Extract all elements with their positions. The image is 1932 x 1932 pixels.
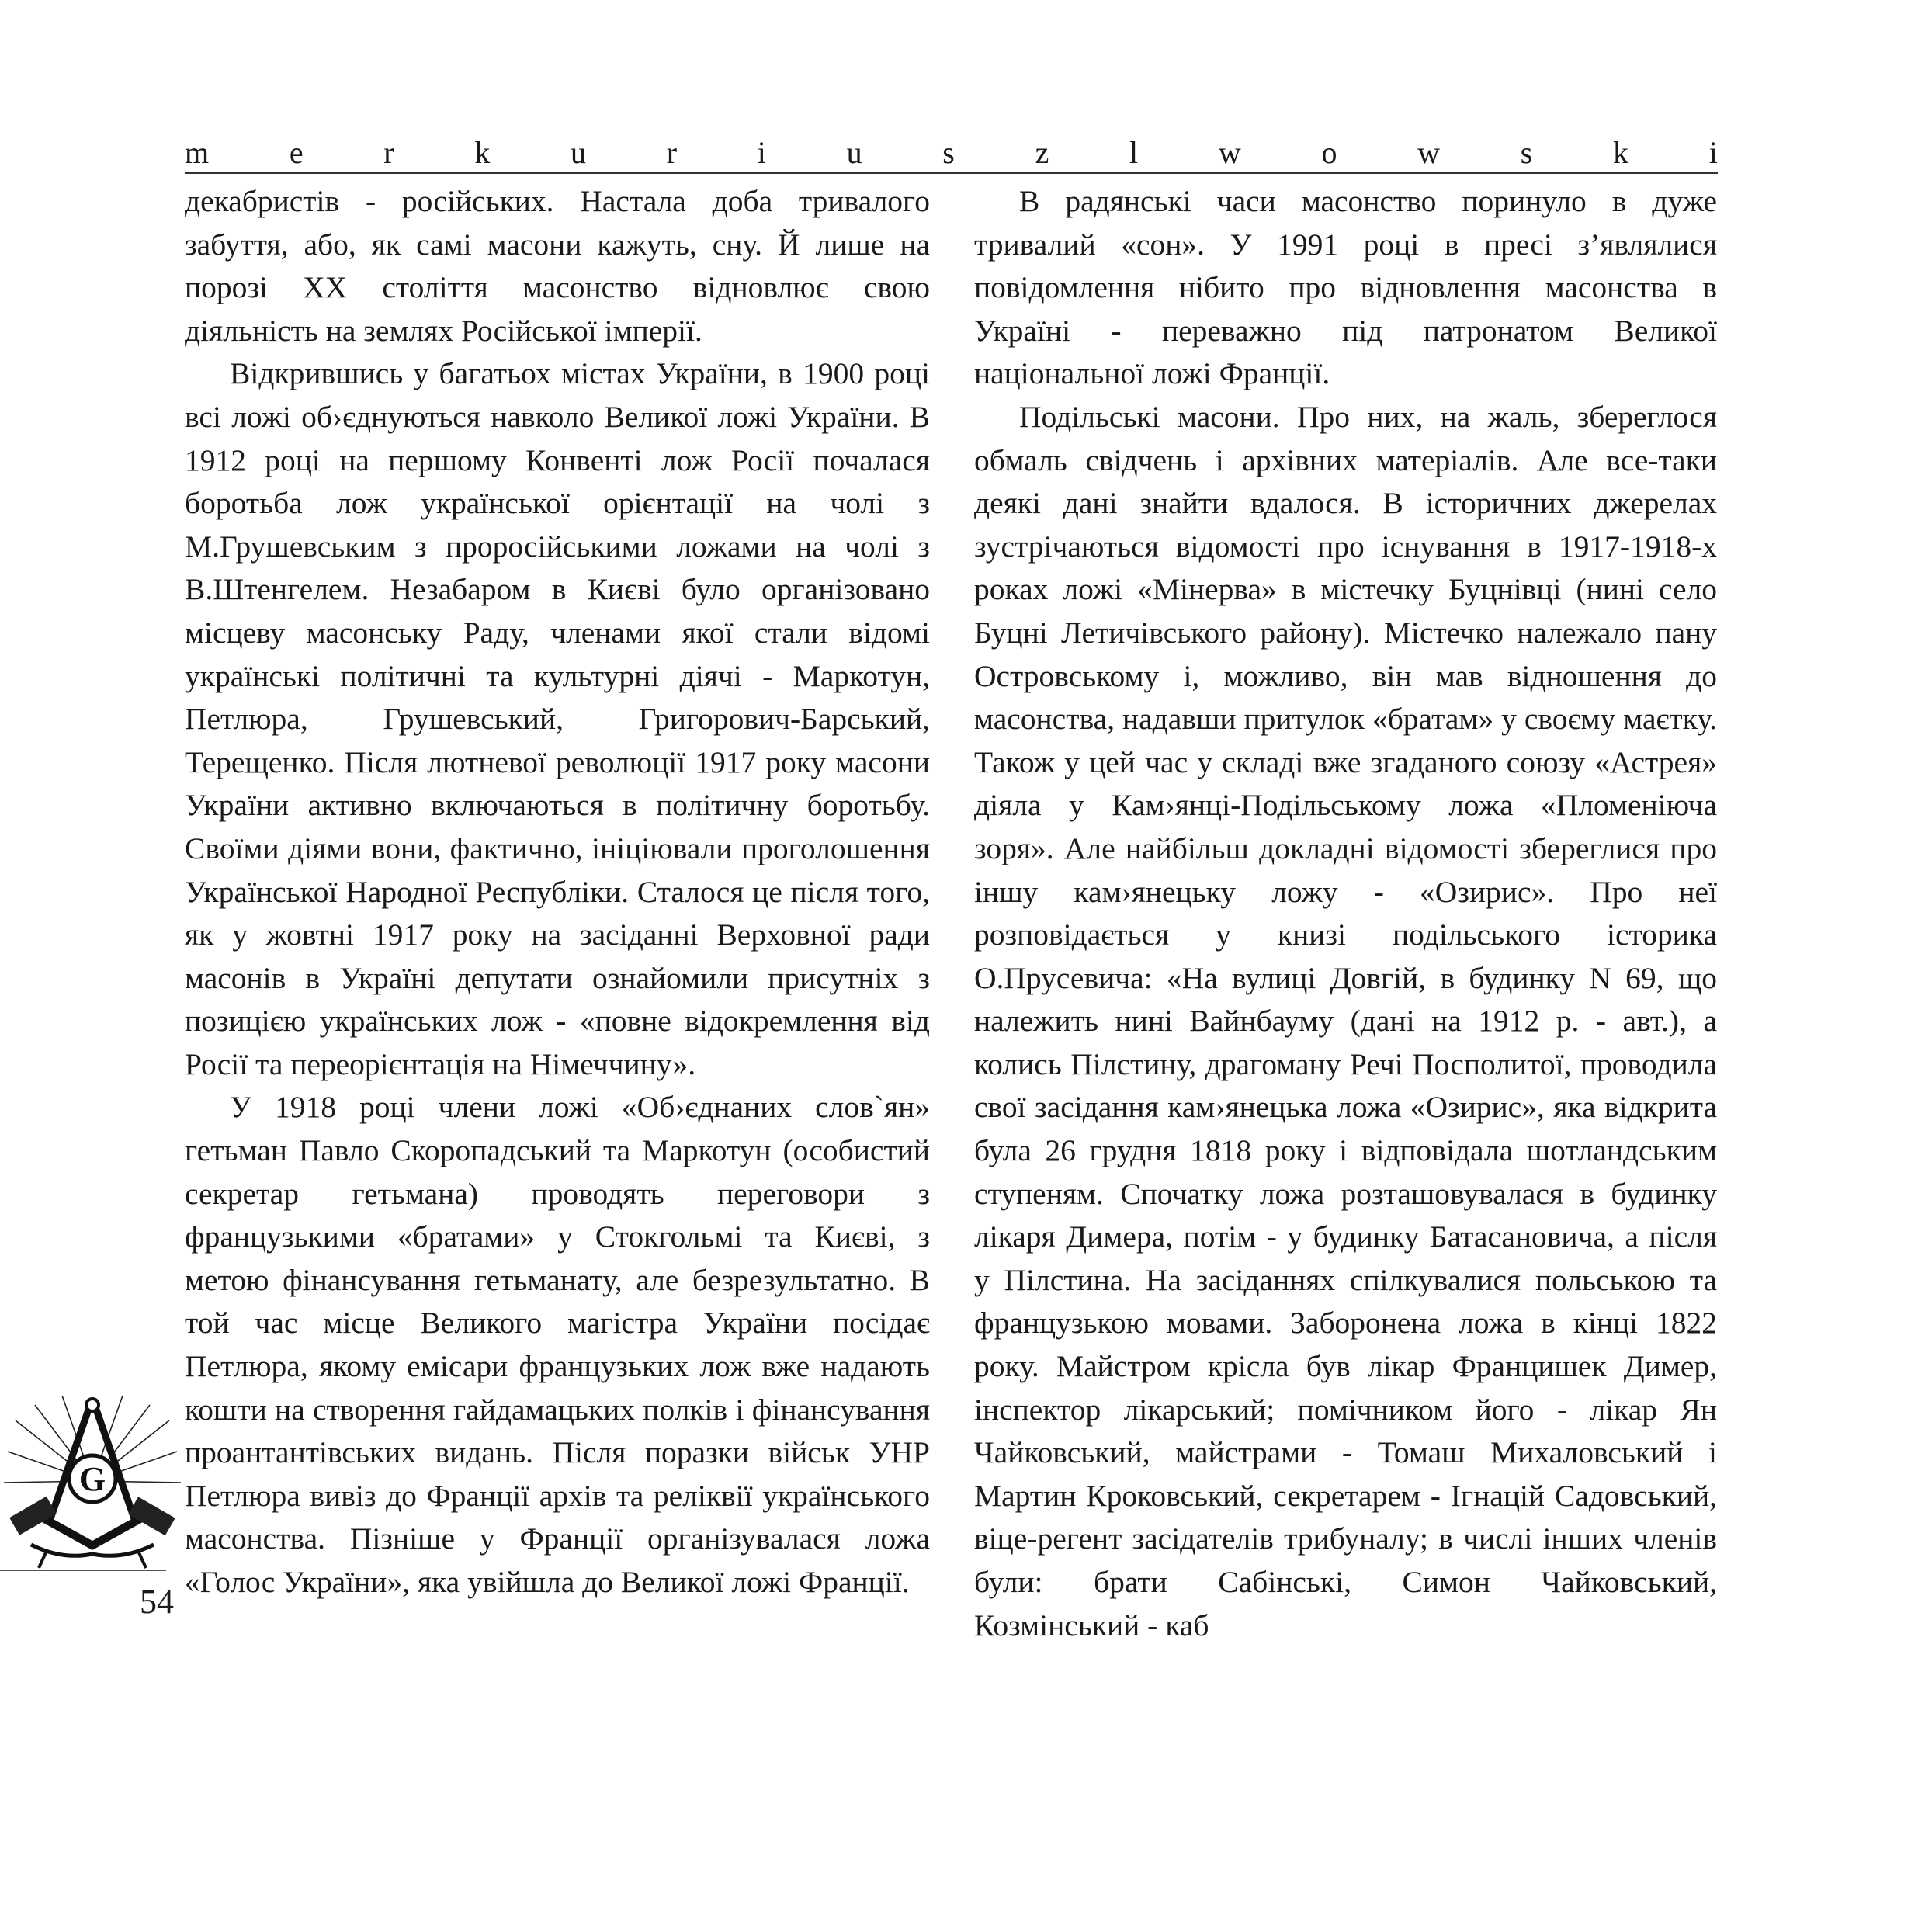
masthead-letter: r bbox=[383, 135, 394, 170]
journal-masthead bbox=[185, 132, 1718, 171]
paragraph: Відкрившись у багатьох містах України, в 1900 році всі ложі об›єднуються навколо Великої ложі України. В 1912 році на першому Конвенті лож Росії почалася боротьба лож української орієнтації на чолі з М.Грушевським з проросійськими ложами на чолі з В.Штенгелем. Незабаром в Києві було організовано місцеву масонську Раду, членами якої стали відомі українські політичні та культурні діячі - Маркотун, Петлюра, Грушевський, Григорович-Барський, Терещенко. Після лютневої революції 1917 року масони України активно включаються в політичну боротьбу. Своїми діями вони, фактично, ініціювали проголошення Української Народної Республіки. Сталося це після того, як у жовтні 1917 року на засіданні Верховної ради масонів в Україні депутати ознайомили присутніх з позицією українських лож - «повне відокремлення від Росії та переорієнтація на Німеччину». bbox=[185, 356, 930, 1081]
masthead-letter: u bbox=[571, 135, 587, 170]
paragraph: декабристів - російських. Настала доба тривалого забуття, або, як самі масони кажуть, сну. Й лише на порозі ХХ століття масонство відновлює свою діяльність на землях Російської імперії. bbox=[185, 184, 930, 348]
svg-text:G: G bbox=[78, 1460, 106, 1498]
masthead-letter: u bbox=[846, 135, 862, 170]
right-text-column bbox=[974, 180, 1717, 1647]
masthead-letter: s bbox=[1520, 135, 1533, 170]
masthead-letter: k bbox=[1613, 135, 1629, 170]
header-rule bbox=[185, 172, 1718, 174]
page-number: 54 bbox=[140, 1583, 174, 1621]
masthead-letter: z bbox=[1035, 135, 1049, 170]
footer-rule bbox=[0, 1570, 166, 1571]
masthead-letter: l bbox=[1129, 135, 1139, 170]
paragraph: Подільські масони. Про них, на жаль, збереглося обмаль свідчень і архівних матеріалів. Але все-таки деякі дані знайти вдалося. В історичних джерелах зустрічаються відомості про існування в 1917-1918-х роках ложі «Мінерва» в містечку Буцнівці (нині село Буцні Летичівського району). Містечко належало пану Островському і, можливо, він мав відношення до масонства, надавши притулок «братам» у своєму маєтку. Також у цей час у складі вже згаданого союзу «Астрея» діяла у Кам›янці-Подільському ложа «Пломеніюча зоря». Але найбільш докладні відомості збереглися про іншу кам›янецьку ложу - «Озирис». Про неї розповідається у книзі подільського історика О.Прусевича: «На вулиці Довгій, в будинку N 69, що належить нині Вайнбауму (дані на 1912 р. - авт.), а колись Пілстину, драгоману Речі Посполитої, проводила свої засідання кам›янецька ложа «Озирис», яка відкрита була 26 грудня 1818 року і відповідала шотландським ступеням. Спочатку ложа розташовувалася в будинку лікаря Димера, потім - у будинку Батасановича, а після у Пілстина. На засіданнях спілкувалися польською та французькою мовами. Заборонена ложа в кінці 1822 року. Майстром крісла був лікар Францишек Димер, інспектор лікарський; помічником його - лікар Ян Чайковський, майстрами - Томаш Михаловський і Мартин Кроковський, секретарем - Ігнацій Садовський, віце-регент засідателів трибуналу; в числі інших членів були: брати Сабінські, Симон Чайковський, Козмінський - каб bbox=[974, 399, 1717, 1642]
masthead-letter: w bbox=[1417, 135, 1441, 170]
masthead-letter: r bbox=[666, 135, 678, 170]
masthead-letter: k bbox=[474, 135, 491, 170]
masthead-letter: s bbox=[942, 135, 955, 170]
masonic-square-compass-g-icon bbox=[0, 1389, 185, 1572]
masthead-letter: o bbox=[1321, 135, 1337, 170]
masthead-letter: w bbox=[1218, 135, 1241, 170]
left-text-column bbox=[185, 180, 930, 1604]
masthead-letter: i bbox=[757, 135, 766, 170]
paragraph: В радянські часи масонство поринуло в дуже тривалий «сон». У 1991 році в пресі з’являлися повідомлення нібито про відновлення масонства в Україні - переважно під патронатом Великої національної ложі Франції. bbox=[974, 184, 1717, 391]
masthead-letter: e bbox=[289, 135, 304, 170]
masthead-letter: m bbox=[185, 135, 210, 170]
paragraph: У 1918 році члени ложі «Об›єднаних слов`ян» гетьман Павло Скоропадський та Маркотун (особистий секретар гетьмана) проводять переговори з французькими «братами» у Стокгольмі та Києві, з метою фінансування гетьманату, але безрезультатно. В той час місце Великого магістра України посідає Петлюра, якому емісари французьких лож вже надають кошти на створення гайдамацьких полків і фінансування проантантівських видань. Після поразки військ УНР Петлюра вивіз до Франції архів та реліквії українського масонства. Пізніше у Франції організувалася ложа «Голос України», яка увійшла до Великої ложі Франції. bbox=[185, 1090, 930, 1599]
masthead-letter: i bbox=[1708, 135, 1718, 170]
